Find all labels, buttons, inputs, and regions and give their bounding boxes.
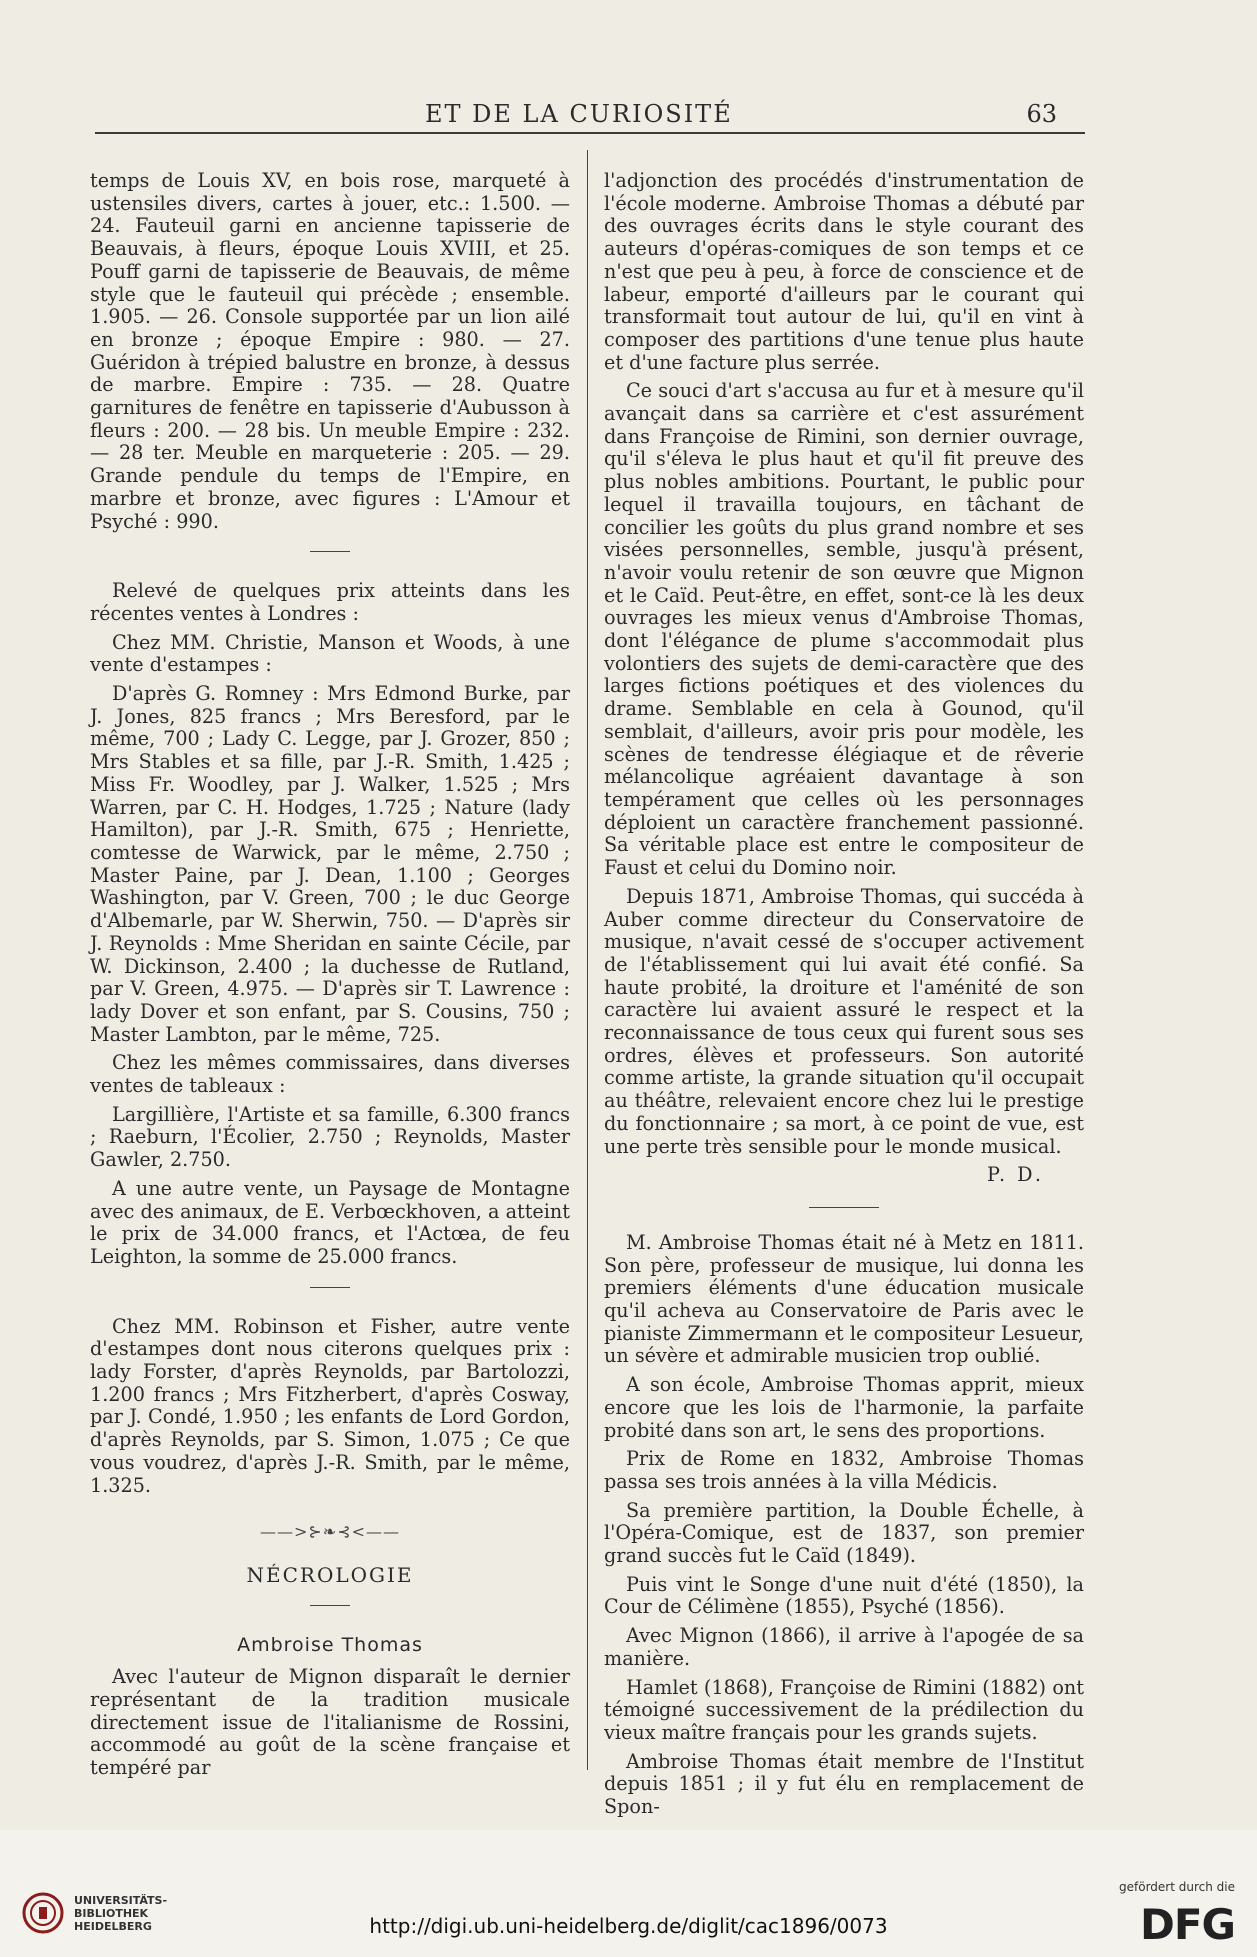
right-column	[604, 170, 1084, 1825]
funded-by-text: gefördert durch die	[1119, 1880, 1235, 1894]
signature: P. D.	[986, 1163, 1044, 1187]
paragraph: l'adjonction des procédés d'instrumentation de l'école moderne. Ambroise Thomas a débuté par des ouvrages écrits dans le style courant des auteurs d'opéras-comiques de son temps et ce n'est que peu à peu, à force de conscience et de labeur, emporté d'ailleurs par le courant qui transformait tout autour de lui, qu'il en vint à composer des partitions d'une tenue plus haute et d'une facture plus serrée.	[604, 169, 1084, 374]
library-line: BIBLIOTHEK	[74, 1907, 149, 1920]
paragraph: Relevé de quelques prix atteints dans les récentes ventes à Londres :	[90, 579, 570, 625]
paragraph: Chez les mêmes commissaires, dans diverses ventes de tableaux :	[90, 1051, 570, 1098]
paragraph: M. Ambroise Thomas était né à Metz en 1811. Son père, professeur de musique, lui donna les premiers éléments d'une éducation musicale qu'il acheva au Conservatoire de Paris avec le pianiste Zimmermann et le compositeur Lesueur, un sévère et admirable musicien trop oublié.	[604, 1230, 1084, 1368]
section-title: NÉCROLOGIE	[246, 1562, 414, 1587]
paragraph: Ambroise Thomas était membre de l'Institut depuis 1851 ; il y fut élu en remplacement de Spon-	[604, 1749, 1084, 1819]
paragraph: Ce souci d'art s'accusa au fur et à mesure qu'il avançait dans sa carrière et c'est assurément dans Françoise de Rimini, son dernier ouvrage, qu'il s'éleva le plus haut et qu'il fit preuve des plus nobles ambitions. Pourtant, le public pour lequel il travailla toujours, en tâchant de concilier les goûts du plus grand nombre et ses visées personnelles, semble, jusqu'à présent, n'avoir voulu retenir de son œuvre que Mignon et le Caïd. Peut-être, en effet, sont-ce là les deux ouvrages les mieux venus d'Ambroise Thomas, dont l'élégance de plume s'accommodait plus volontiers des sujets de demi-caractère que des larges fictions poétiques et des violences du drame. Semblable en cela à Gounod, qu'il semblait, d'ailleurs, avoir pris pour modèle, les scènes de tendresse élégiaque et de rêverie mélancolique agréaient davantage à son tempérament que celles où les personnages déploient un caractère franchement passionné. Sa véritable place est entre le compositeur de Faust et celui du Domino noir.	[604, 379, 1084, 880]
separator-rule	[310, 1605, 350, 1606]
column-divider	[587, 150, 588, 1770]
paragraph: Depuis 1871, Ambroise Thomas, qui succéda à Auber comme directeur du Conservatoire de musique, n'avait cessé de s'occuper activement de l'établissement qui lui avait été confié. Sa haute probité, la droiture et l'aménité de son caractère lui avaient assuré le respect et la reconnaissance de tous ceux qui furent sous ses ordres, élèves et professeurs. Son autorité comme artiste, la grande situation qu'il occupait au théâtre, relevaient encore chez lui le prestige du fonctionnaire ; sa mort, à ce point de vue, est une perte très sensible pour le monde musical.	[604, 884, 1084, 1158]
paragraph: Prix de Rome en 1832, Ambroise Thomas passa ses trois années à la villa Médicis.	[604, 1447, 1084, 1493]
paragraph: temps de Louis XV, en bois rose, marqueté à ustensiles divers, cartes à jouer, etc.: 1.500. — 24. Fauteuil garni en ancienne tapisserie de Beauvais, à fleurs, époque Louis XVIII, et 25. Pouff garni de tapisserie de Beauvais, de même style que le fauteuil qui précède ; ensemble. 1.905. — 26. Console supportée par un lion ailé en bronze ; époque Empire : 980. — 27. Guéridon à trépied balustre en bronze, à dessus de marbre. Empire : 735. — 28. Quatre garnitures de fenêtre en tapisserie d'Aubusson à fleurs : 200. — 28 bis. Un meuble Empire : 232. — 28 ter. Meuble en marqueterie : 205. — 29. Grande pendule du temps de l'Empire, en marbre et bronze, avec figures : L'Amour et Psyché : 990.	[90, 169, 570, 533]
header-rule	[95, 132, 1085, 134]
paragraph: Avec Mignon (1866), il arrive à l'apogée de sa manière.	[604, 1624, 1084, 1670]
paragraph: Puis vint le Songe d'une nuit d'été (1850), la Cour de Célimène (1855), Psyché (1856).	[604, 1572, 1084, 1619]
running-header	[95, 92, 1085, 134]
paragraph: Largillière, l'Artiste et sa famille, 6.300 francs ; Raeburn, l'Écolier, 2.750 ; Reynolds, Master Gawler, 2.750.	[90, 1102, 570, 1172]
dfg-logo: DFG	[1139, 1900, 1235, 1949]
separator-rule	[310, 1287, 350, 1288]
library-line: UNIVERSITÄTS-	[74, 1894, 168, 1907]
page-number: 63	[1026, 100, 1057, 128]
separator-rule	[809, 1207, 879, 1208]
source-url-link[interactable]: http://digi.ub.uni-heidelberg.de/diglit/cac1896/0073	[369, 1914, 888, 1938]
paragraph: Chez MM. Christie, Manson et Woods, à une vente d'estampes :	[90, 630, 570, 677]
library-line: HEIDELBERG	[74, 1920, 152, 1933]
paragraph: Hamlet (1868), Françoise de Rimini (1882) ont témoigné successivement de la prédilection du vieux maître français pour les grands sujets.	[604, 1675, 1084, 1744]
article-title: Ambroise Thomas	[237, 1633, 423, 1656]
left-column	[90, 170, 570, 1786]
paragraph: A une autre vente, un Paysage de Montagne avec des animaux, de E. Verbœckhoven, a atteint le prix de 34.000 francs, et l'Actœa, de feu Leighton, la somme de 25.000 francs.	[90, 1176, 570, 1268]
ornament-divider: ——>⊱❧⊰<——	[259, 1522, 401, 1542]
paragraph: A son école, Ambroise Thomas apprit, mieux encore que les lois de l'harmonie, la parfaite probité dans son art, le sens des proportions.	[604, 1373, 1084, 1442]
paragraph: Sa première partition, la Double Échelle, à l'Opéra-Comique, est de 1837, son premier grand succès fut le Caïd (1849).	[604, 1498, 1084, 1568]
separator-rule	[310, 551, 350, 552]
footer-bar	[0, 1870, 1257, 1957]
paragraph: D'après G. Romney : Mrs Edmond Burke, par J. Jones, 825 francs ; Mrs Beresford, par le même, 700 ; Lady C. Legge, par J. Grozer, 850 ; Mrs Stables et sa fille, par J.-R. Smith, 1.425 ; Miss Fr. Woodley, par J. Walker, 1.525 ; Mrs Warren, par C. H. Hodges, 1.725 ; Nature (lady Hamilton), par J.-R. Smith, 675 ; Henriette, comtesse de Warwick, par le même, 2.750 ; Master Paine, par J. Dean, 1.100 ; Georges Washington, par V. Green, 700 ; le duc George d'Albemarle, par W. Sherwin, 750. — D'après sir J. Reynolds : Mme Sheridan en sainte Cécile, par W. Dickinson, 2.400 ; la duchesse de Rutland, par V. Green, 4.975. — D'après sir T. Lawrence : lady Dover et son enfant, par S. Cousins, 750 ; Master Lambton, par le même, 725.	[90, 682, 570, 1046]
header-title: ET DE LA CURIOSITÉ	[425, 100, 733, 128]
paragraph: Avec l'auteur de Mignon disparaît le dernier représentant de la tradition musicale directement issue de l'italianisme de Rossini, accommodé au goût de la scène française et tempéré par	[90, 1665, 570, 1780]
paragraph: Chez MM. Robinson et Fisher, autre vente d'estampes dont nous citerons quelques prix : lady Forster, d'après Reynolds, par Bartolozzi, 1.200 francs ; Mrs Fitzherbert, d'après Cosway, par J. Condé, 1.950 ; les enfants de Lord Gordon, d'après Reynolds, par S. Simon, 1.075 ; Ce que vous voudrez, d'après J.-R. Smith, par le même, 1.325.	[90, 1314, 570, 1497]
